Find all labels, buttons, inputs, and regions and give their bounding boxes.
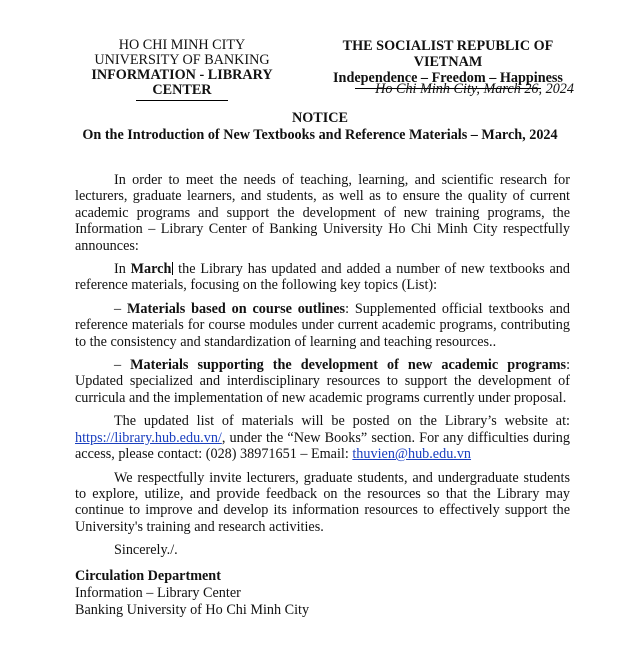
month-bold: March [130, 261, 172, 278]
signature-center: Information – Library Center [75, 585, 241, 601]
national-title: THE SOCIALIST REPUBLIC OF VIETNAM [342, 38, 554, 70]
item-heading: Materials supporting the development of new academic programs [130, 357, 567, 374]
item-heading: Materials based on course outlines [126, 300, 346, 317]
title-notice: NOTICE [292, 110, 348, 126]
issuer-city: HO CHI MINH CITY [118, 37, 246, 53]
closing: Sincerely./. [114, 542, 178, 559]
title-subject: On the Introduction of New Textbooks and Reference Materials – March, 2024 [82, 127, 558, 143]
issuer-header [64, 38, 300, 101]
issuer-underline [136, 100, 228, 101]
paragraph-contact [75, 413, 570, 462]
signature-block [75, 568, 309, 619]
issuer-center: INFORMATION - LIBRARY CENTER [91, 67, 273, 98]
text: , under the “New Books” section. For any difficulties during access, please contact: (028) 38971651 – Email: [75, 429, 570, 463]
signature-department: Circulation Department [75, 568, 221, 584]
text: the Library has updated and added a number of new textbooks and reference materials, focusing on the following key topics (List): [75, 261, 570, 294]
paragraph-invitation: We respectfully invite lecturers, graduate students, and undergraduate students to explore, utilize, and provide feedback on the resources so that the Library may continue to improve and develop its information resources to effectively support the University's training and research activities. [75, 469, 570, 535]
document-title [60, 110, 580, 144]
dash: – [114, 357, 131, 374]
signature-university: Banking University of Ho Chi Minh City [75, 602, 310, 618]
list-item-course-outlines [75, 301, 570, 350]
text: In [114, 261, 131, 278]
item-text: : Supplemented official textbooks and reference materials for course modules under current academic programs, contributing to the consistency and standardization of learning and teaching resources.. [75, 300, 570, 350]
website-link[interactable]: https://library.hub.edu.vn/ [75, 429, 222, 446]
issuer-university: UNIVERSITY OF BANKING [94, 52, 270, 68]
paragraph-intro: In order to meet the needs of teaching, learning, and scientific research for lecturers, graduate learners, and students, as well as to ensure the quality of current academic programs and support the development of new training programs, the Information – Library Center of Banking University Ho Chi Minh City respectfully announces: [75, 172, 570, 254]
text: The updated list of materials will be posted on the Library’s website at: [114, 413, 570, 430]
email-link[interactable]: thuvien@hub.edu.vn [352, 446, 472, 463]
list-item-new-programs [75, 357, 570, 406]
document-date: Ho Chi Minh City, March 26, 2024 [375, 81, 574, 97]
paragraph-update [75, 261, 570, 294]
document-body [75, 172, 570, 566]
item-text: : Updated specialized and interdisciplinary resources to support the development of curricula and the implementation of new academic programs currently under proposal. [75, 357, 571, 406]
national-motto: Independence – Freedom – Happiness [333, 70, 563, 86]
dash: – [114, 300, 127, 317]
